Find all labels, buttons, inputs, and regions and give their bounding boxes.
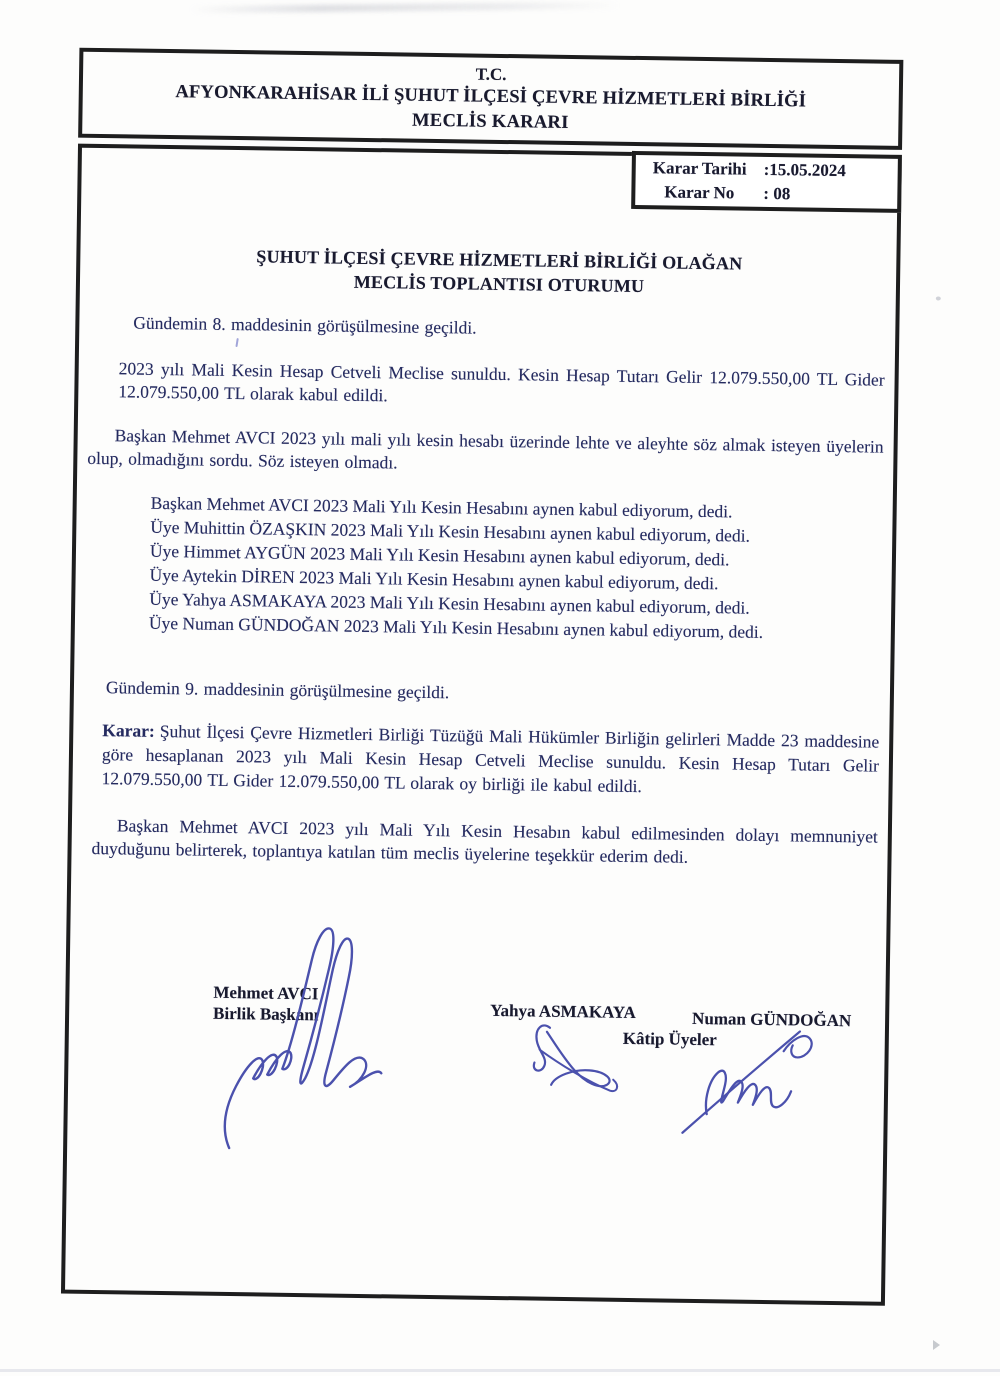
member-statement: Üye Numan GÜNDOĞAN 2023 Mali Yılı Kesin Hesabını aynen kabul ediyorum, dedi. — [148, 612, 764, 642]
president-name: Mehmet AVCI — [213, 982, 319, 1004]
paragraph-agenda-8: Gündemin 8. maddesinin görüşülmesine geçildi. — [133, 312, 477, 338]
paragraph-thanks: Başkan Mehmet AVCI 2023 yılı Mali Yılı Kesin Hesabın kabul edilmesinden dolayı memnuniyet duyduğunu belirterek, toplantıya katılan tüm meclis üyelerine teşekkür ederim dedi. — [91, 815, 878, 867]
president-title: Birlik Başkanı — [213, 1003, 319, 1025]
header-tc: T.C. — [475, 64, 507, 85]
member-statement: Üye Himmet AYGÜN 2023 Mali Yılı Kesin Hesabını aynen kabul ediyorum, dedi. — [149, 540, 730, 570]
paragraph-decision — [101, 718, 879, 802]
scan-dot-artifact — [936, 296, 941, 300]
clerks-title: Kâtip Üyeler — [622, 1028, 717, 1050]
document-body-box — [61, 144, 902, 1306]
meeting-title-line1: ŞUHUT İLÇESİ ÇEVRE HİZMETLERİ BİRLİĞİ OLAĞAN — [256, 246, 743, 274]
member-statement: Üye Aytekin DİREN 2023 Mali Yılı Kesin Hesabını aynen kabul ediyorum, dedi. — [149, 564, 719, 594]
document-header-box — [78, 48, 903, 150]
scan-edge-artifact — [0, 1369, 1000, 1372]
decision-date-value: :15.05.2024 — [763, 159, 847, 181]
decision-meta-box — [631, 151, 902, 213]
decision-label: Karar: — [102, 720, 155, 741]
meeting-title-line2: MECLİS TOPLANTISI OTURUMU — [353, 271, 645, 296]
member-statement: Üye Muhittin ÖZAŞKIN 2023 Mali Yılı Kesin Hesabını aynen kabul ediyorum, dedi. — [150, 516, 751, 546]
header-doc-type: MECLİS KARARI — [411, 110, 569, 133]
clerk2-name: Numan GÜNDOĞAN — [691, 1008, 852, 1031]
paragraph-chairman-asks: Başkan Mehmet AVCI 2023 yılı mali yılı kesin hesabı üzerinde lehte ve aleyhte söz almak isteyen üyelerin olup, olmadığını sordu. Söz isteyen olmadı. — [87, 425, 884, 473]
paragraph-final-account: 2023 yılı Mali Kesin Hesap Cetveli Meclise sunuldu. Kesin Hesap Tutarı Gelir 12.079.550,00 TL Gider 12.079.550,00 TL olarak kabul edildi. — [118, 358, 885, 406]
decision-no-row — [635, 180, 897, 208]
member-statement: Başkan Mehmet AVCI 2023 Mali Yılı Kesin Hesabını aynen kabul ediyorum, dedi. — [150, 492, 733, 522]
signature-area — [97, 978, 876, 1319]
decision-text: Şuhut İlçesi Çevre Hizmetleri Birliği Tüzüğü Mali Hükümler Birliğin gelirleri Madde 23 maddesine göre hesaplanan 2023 yılı Mali Kesin Hesap Cetveli Meclise sunuldu. Kesin Hesap Tutarı Gelir 12.079.550,00 TL Gider 12.079.550,00 TL olarak oy birliği ile kabul edildi. — [101, 720, 880, 797]
decision-no-value: : 08 — [763, 183, 791, 204]
paragraph-agenda-9: Gündemin 9. maddesinin görüşülmesine geçildi. — [105, 677, 450, 703]
signature-yahya-asmakaya — [520, 1020, 627, 1106]
member-statements-list — [149, 491, 883, 646]
decision-date-label: Karar Tarihi — [652, 158, 747, 179]
clerk1-name: Yahya ASMAKAYA — [490, 1000, 636, 1023]
header-organization: AFYONKARAHİSAR İLİ ŞUHUT İLÇESİ ÇEVRE HİZMETLERİ BİRLİĞİ — [175, 82, 807, 112]
decision-no-label: Karar No — [664, 182, 735, 203]
signature-numan-gundogan — [675, 1015, 822, 1139]
member-statement: Üye Yahya ASMAKAYA 2023 Mali Yılı Kesin Hesabını aynen kabul ediyorum, dedi. — [149, 588, 750, 618]
scan-arrow-artifact — [933, 1340, 940, 1350]
signature-mehmet-avci — [215, 918, 390, 1156]
